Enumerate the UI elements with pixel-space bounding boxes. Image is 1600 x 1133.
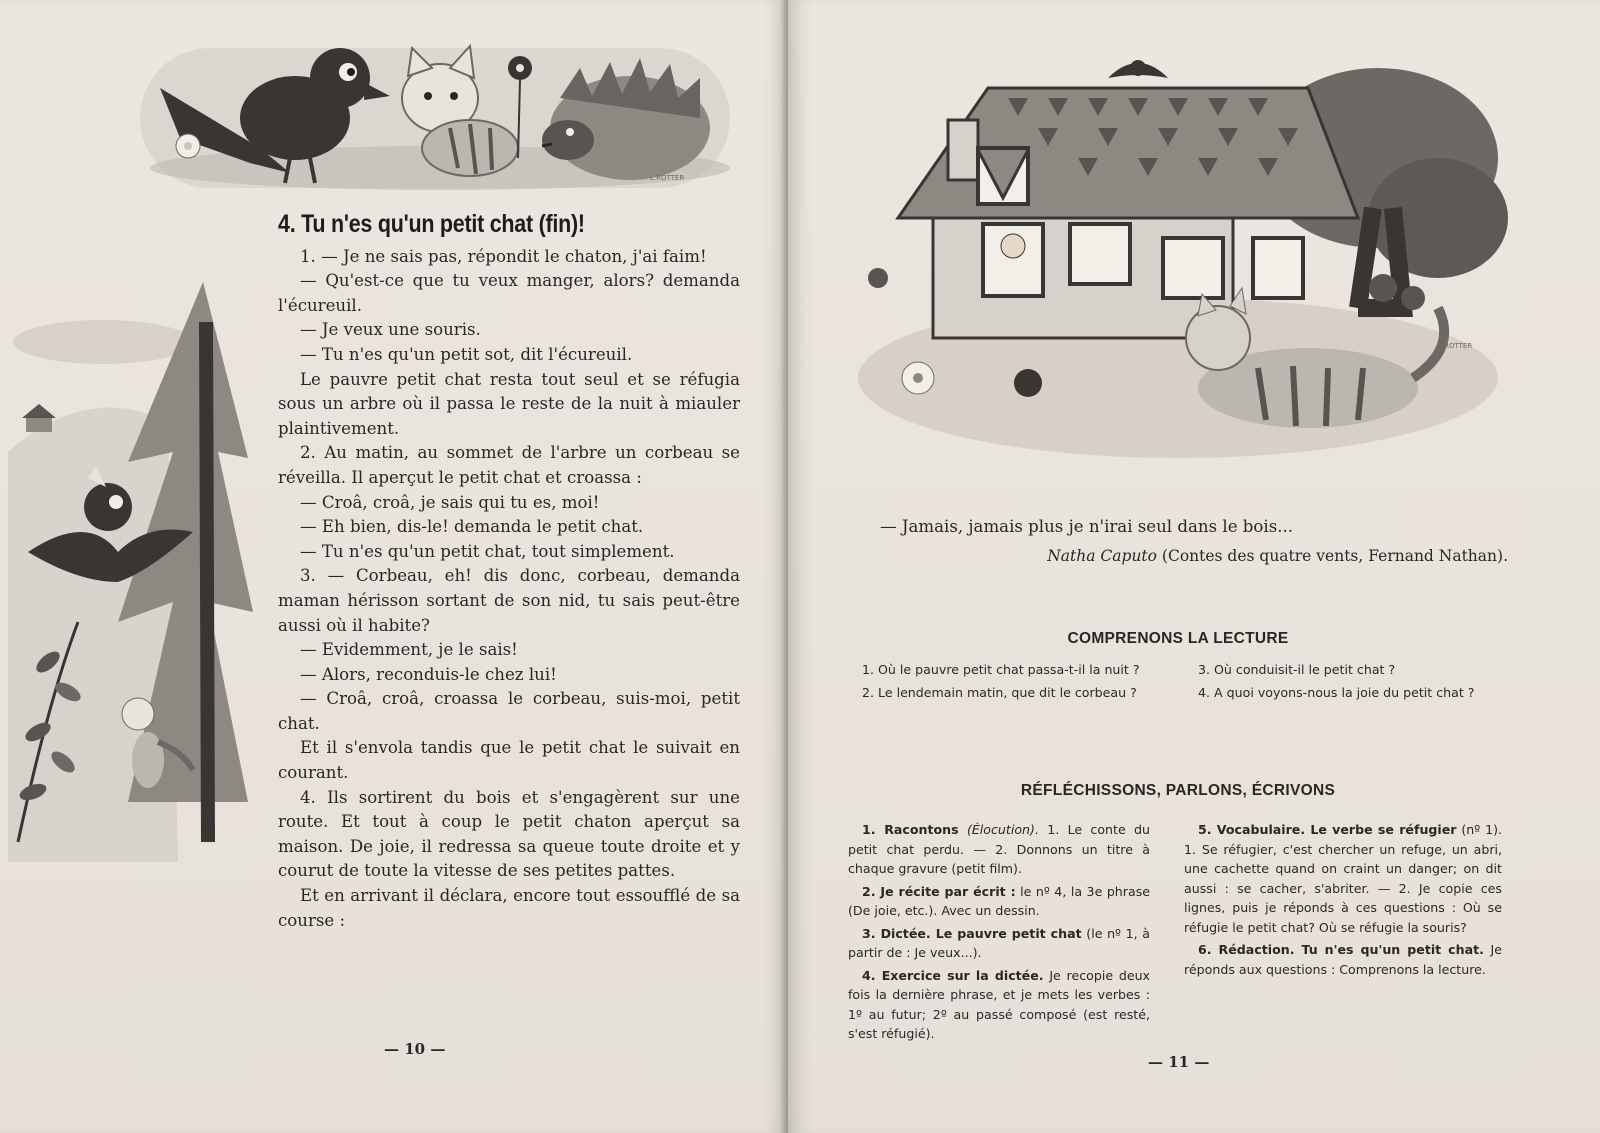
exercise-1-sub: (Élocution).: [966, 822, 1039, 837]
house-figure: [898, 88, 1358, 338]
paragraph-6: 2. Au matin, au sommet de l'arbre un corbeau se réveilla. Il aperçut le petit chat et croassa :: [278, 443, 740, 487]
exercise-5: [1184, 820, 1502, 937]
exercise-1-body: 1. Le conte du petit chat perdu. — 2. Donnons un titre à chaque gravure (petit film).: [848, 822, 1150, 876]
section-title-comprehension: COMPRENONS LA LECTURE: [1067, 630, 1289, 647]
exercise-2: [848, 882, 1150, 921]
paragraph-9: — Tu n'es qu'un petit chat, tout simplement.: [300, 541, 675, 561]
page-number-right: — 11 —: [1148, 1053, 1210, 1071]
paragraph-16: Et en arrivant il déclara, encore tout essoufflé de sa course :: [278, 886, 740, 930]
comprehension-questions-right: [1184, 660, 1504, 705]
illustration-signature-right: L.ROTTER: [1438, 342, 1473, 350]
animals-drawing: [140, 28, 730, 193]
exercise-1-head: 1. Racontons: [862, 822, 959, 837]
roof-crow-figure: [1108, 60, 1168, 78]
exercise-6-head: 6. Rédaction. Tu n'es qu'un petit chat.: [1198, 942, 1484, 957]
paragraph-12: — Alors, reconduis-le chez lui!: [300, 664, 557, 684]
paragraph-11: — Evidemment, je le sais!: [300, 640, 518, 660]
attribution-author: Natha Caputo: [1047, 546, 1157, 565]
paragraph-2: — Qu'est-ce que tu veux manger, alors? demanda l'écureuil.: [278, 271, 740, 315]
paragraph-8: — Eh bien, dis-le! demanda le petit chat.: [300, 517, 644, 537]
section-title-exercises: RÉFLÉCHISSONS, PARLONS, ÉCRIVONS: [1020, 782, 1336, 799]
story-text-block: [278, 212, 740, 933]
top-illustration-animals: [140, 28, 730, 193]
comprehension-questions-left: [848, 660, 1148, 705]
question-4: 4. A quoi voyons-nous la joie du petit chat ?: [1198, 684, 1475, 700]
paragraph-14: Et il s'envola tandis que le petit chat le suivait en courant.: [278, 738, 740, 783]
side-illustration-forest: [8, 282, 258, 862]
paragraph-3: — Je veux une souris.: [300, 320, 481, 340]
story-title: 4. Tu n'es qu'un petit chat (fin)!: [278, 210, 585, 238]
paragraph-10: 3. — Corbeau, eh! dis donc, corbeau, demanda maman hérisson sortant de son nid, tu sais peut-être aussi où il habite?: [278, 566, 740, 635]
exercise-3-body: (le nº 1, à partir de : Je veux...).: [848, 925, 1150, 960]
paragraph-15: 4. Ils sortirent du bois et s'engagèrent sur une route. Et tout à coup le petit chaton aperçut sa maison. De joie, il redressa sa queue toute droite et y courut de toute la vitesse de ses petites pattes.: [278, 787, 740, 881]
paragraph-4: — Tu n'es qu'un petit sot, dit l'écureuil.: [300, 344, 633, 364]
closing-quote-block: [848, 515, 1508, 568]
illustration-signature: L.ROTTER: [650, 174, 685, 182]
exercise-2-head: 2. Je récite par écrit :: [862, 883, 1016, 899]
question-3: 3. Où conduisit-il le petit chat ?: [1198, 662, 1396, 677]
forest-drawing: [8, 282, 258, 862]
exercise-4-body: Je recopie deux fois la dernière phrase, et je mets les verbes : 1º au futur; 2º au passé composé (est resté, s'est réfugié).: [848, 967, 1151, 1041]
exercise-1: [848, 820, 1150, 879]
exercise-4: [848, 966, 1150, 1044]
house-drawing: [838, 48, 1518, 458]
paragraph-7: — Croâ, croâ, je sais qui tu es, moi!: [300, 492, 600, 512]
exercise-3: [848, 924, 1150, 963]
exercise-5-head: 5. Vocabulaire. Le verbe se réfugier: [1198, 822, 1457, 837]
paragraph-1: 1. — Je ne sais pas, répondit le chaton, j'ai faim!: [300, 246, 707, 266]
page-number-left: — 10 —: [384, 1040, 446, 1058]
paragraph-13: — Croâ, croâ, croassa le corbeau, suis-moi, petit chat.: [278, 689, 740, 733]
exercise-6-body: Je réponds aux questions : Comprenons la lecture.: [1184, 942, 1502, 977]
top-illustration-house: [838, 48, 1518, 458]
exercise-4-head: 4. Exercice sur la dictée.: [862, 967, 1044, 983]
left-page: [0, 0, 788, 1133]
attribution: [848, 544, 1508, 569]
exercise-6: [1184, 940, 1502, 979]
attribution-source: (Contes des quatre vents, Fernand Nathan).: [1161, 546, 1508, 565]
closing-quote: — Jamais, jamais plus je n'irai seul dans le bois...: [880, 517, 1294, 536]
exercise-2-body: le nº 4, la 3e phrase (De joie, etc.). Avec un dessin.: [848, 883, 1150, 918]
question-1: 1. Où le pauvre petit chat passa-t-il la nuit ?: [862, 662, 1140, 677]
paragraph-5: Le pauvre petit chat resta tout seul et se réfugia sous un arbre où il passa le reste de la nuit à miauler plaintivement.: [278, 369, 740, 438]
exercise-5-body: (nº 1). 1. Se réfugier, c'est chercher un refuge, un abri, une cachette quand on craint un danger; on dit aussi : se cacher, s'abriter. — 2. Je copie ces lignes, puis je réponds à ces questions : Où se réfugie le petit chat? Où se réfugie la souris?: [1184, 822, 1503, 935]
exercises-right-column: [1184, 820, 1502, 982]
exercises-left-column: [848, 820, 1150, 1047]
question-2: 2. Le lendemain matin, que dit le corbeau ?: [862, 684, 1137, 700]
exercise-3-head: 3. Dictée. Le pauvre petit chat: [862, 925, 1082, 941]
